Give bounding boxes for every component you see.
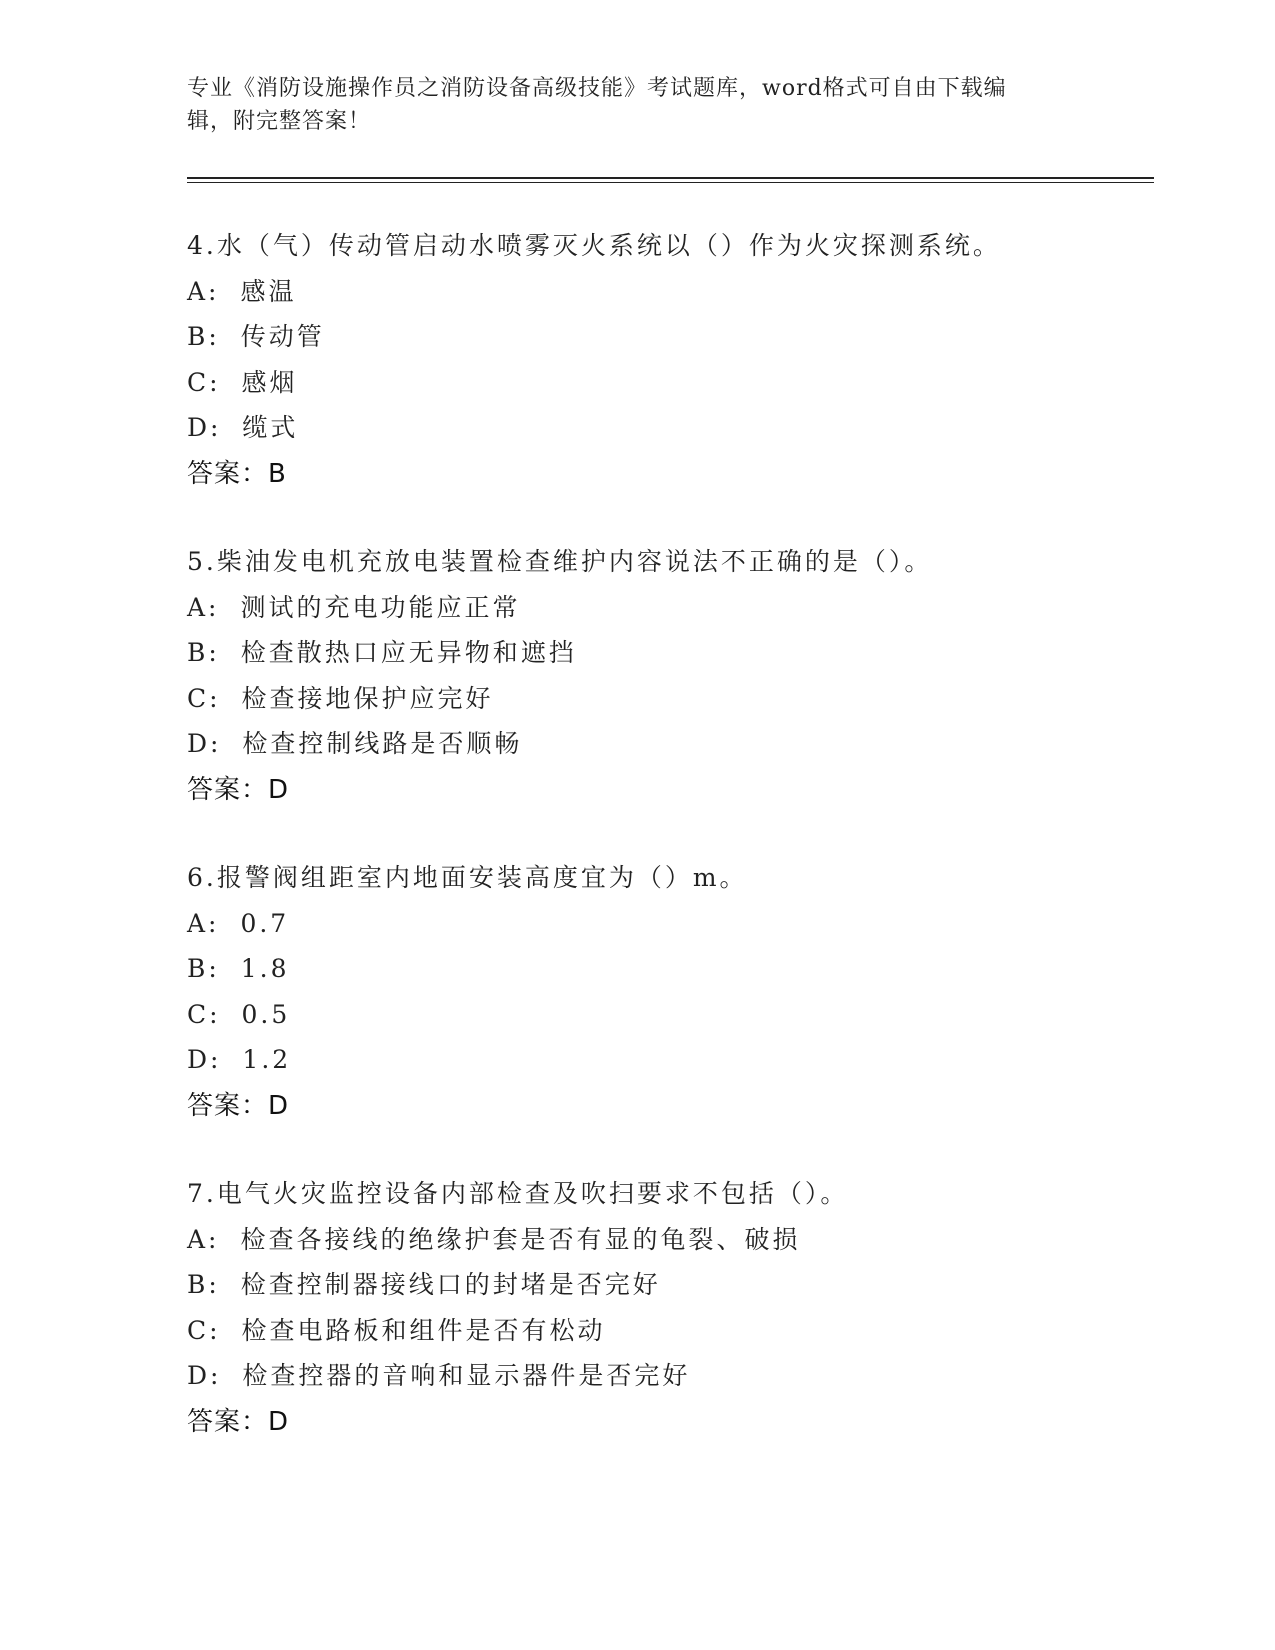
option-text: 测试的充电功能应正常 (240, 592, 521, 622)
option-text: 1.8 (240, 954, 290, 983)
option-key: A: (187, 1224, 220, 1254)
option-key: B: (187, 1270, 220, 1299)
option-key: C: (187, 1315, 221, 1345)
question-block (187, 1171, 1147, 1445)
option-key: A: (187, 592, 220, 622)
question-stem: 7.电气火灾监控设备内部检查及吹扫要求不包括（）。 (187, 1179, 849, 1208)
option-key: D: (187, 1361, 222, 1390)
option-key: D: (187, 729, 222, 758)
answer-line: 答案：D (187, 1406, 290, 1437)
option-key: D: (187, 413, 222, 442)
option-text: 检查各接线的绝缘护套是否有显的龟裂、破损 (240, 1224, 801, 1254)
option-c (187, 360, 1147, 406)
document-header (187, 72, 1067, 138)
question-stem: 5.柴油发电机充放电装置检查维护内容说法不正确的是（）。 (187, 547, 933, 576)
option-b (187, 630, 1147, 676)
option-key: D: (187, 1045, 222, 1074)
option-text: 0.5 (241, 999, 291, 1029)
option-text: 检查接地保护应完好 (241, 683, 494, 713)
option-text: 0.7 (240, 908, 290, 938)
option-text: 检查控制器接线口的封堵是否完好 (240, 1270, 661, 1299)
option-c (187, 992, 1147, 1038)
option-key: C: (187, 683, 221, 713)
option-text: 感烟 (241, 367, 298, 397)
option-key: C: (187, 367, 221, 397)
option-text: 1.2 (242, 1045, 292, 1074)
answer-line: 答案：D (187, 774, 290, 805)
header-line-2: 辑，附完整答案！ (187, 109, 372, 134)
option-d (187, 1353, 1147, 1399)
question-stem: 4.水（气）传动管启动水喷雾灭火系统以（）作为火灾探测系统。 (187, 231, 1001, 260)
option-key: A: (187, 276, 220, 306)
option-d (187, 405, 1147, 451)
option-d (187, 1037, 1147, 1083)
option-text: 检查电路板和组件是否有松动 (241, 1315, 606, 1345)
option-text: 检查散热口应无异物和遮挡 (240, 638, 577, 667)
header-divider-thin (187, 182, 1154, 183)
option-text: 感温 (240, 276, 297, 306)
option-text: 检查控制线路是否顺畅 (242, 729, 523, 758)
option-key: B: (187, 638, 220, 667)
option-a (187, 585, 1147, 631)
option-b (187, 1262, 1147, 1308)
question-block (187, 223, 1147, 497)
question-stem: 6.报警阀组距室内地面安装高度宜为（）m。 (187, 863, 748, 892)
question-block (187, 855, 1147, 1129)
option-text: 缆式 (242, 413, 299, 442)
option-a (187, 269, 1147, 315)
option-c (187, 1308, 1147, 1354)
option-key: B: (187, 954, 220, 983)
option-key: B: (187, 322, 220, 351)
option-text: 传动管 (240, 322, 325, 351)
option-a (187, 1217, 1147, 1263)
option-d (187, 721, 1147, 767)
option-text: 检查控器的音响和显示器件是否完好 (242, 1361, 691, 1390)
option-b (187, 946, 1147, 992)
option-a (187, 901, 1147, 947)
answer-line: 答案：D (187, 1090, 290, 1121)
answer-line: 答案：B (187, 458, 287, 489)
option-key: C: (187, 999, 221, 1029)
option-b (187, 314, 1147, 360)
option-key: A: (187, 908, 220, 938)
question-block (187, 539, 1147, 813)
header-divider-thick (187, 177, 1154, 179)
header-line-1: 专业《消防设施操作员之消防设备高级技能》考试题库，word格式可自由下载编 (187, 76, 1007, 101)
option-c (187, 676, 1147, 722)
